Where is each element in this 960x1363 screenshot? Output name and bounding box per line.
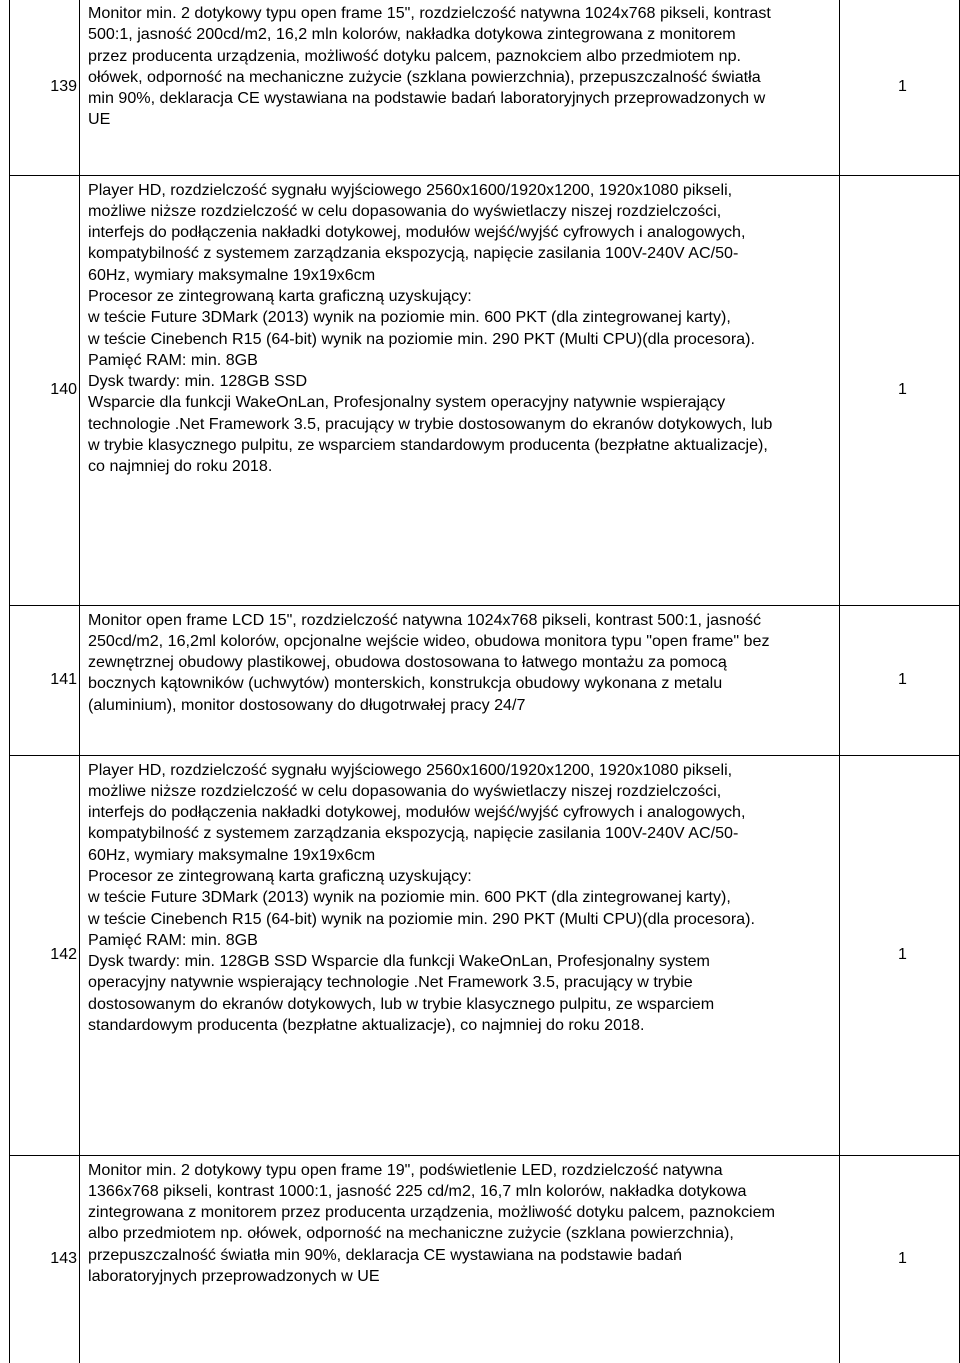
description-line: w teście Cinebench R15 (64-bit) wynik na poziomie min. 290 PKT (Multi CPU)(dla procesora). xyxy=(88,909,755,928)
description-line: przez producenta urządzenia, możliwość dotyku palcem, paznokciem albo przedmiotem np. xyxy=(88,46,742,65)
description-line: Procesor ze zintegrowaną karta graficzną uzyskujący: xyxy=(88,286,472,305)
description-line: Monitor min. 2 dotykowy typu open frame 15", rozdzielczość natywna 1024x768 pikseli, kontrast xyxy=(88,4,771,22)
description-line: możliwe niższe rozdzielczość w celu dopasowania do wyświetlaczy niszej rozdzielczości, xyxy=(88,201,722,220)
description-line: albo przedmiotem np. ołówek, odporność na mechaniczne zużycie (szklana powierzchnia), xyxy=(88,1224,734,1243)
description-line: Player HD, rozdzielczość sygnału wyjściowego 2560x1600/1920x1200, 1920x1080 pikseli, xyxy=(88,180,733,199)
description-line: Pamięć RAM: min. 8GB xyxy=(88,930,258,949)
row-number: 140 xyxy=(10,175,80,605)
description-line: (aluminium), monitor dostosowany do długotrwałej pracy 24/7 xyxy=(88,695,526,714)
row-quantity: 1 xyxy=(840,1155,960,1363)
description-line: dostosowanym do ekranów dotykowych, lub w trybie klasycznego pulpitu, ze wsparciem xyxy=(88,994,715,1013)
description-line: kompatybilność z systemem zarządzania ekspozycją, napięcie zasilania 100V-240V AC/50- xyxy=(88,824,739,843)
description-line: operacyjny natywnie wspierający technologie .Net Framework 3.5, pracujący w trybie xyxy=(88,973,693,992)
description-line: Dysk twardy: min. 128GB SSD xyxy=(88,372,308,391)
specification-table xyxy=(9,0,960,1363)
description-line: zewnętrznej obudowy plastikowej, obudowa dostosowana to łatwego montażu za pomocą xyxy=(88,653,727,672)
description-line: kompatybilność z systemem zarządzania ekspozycją, napięcie zasilania 100V-240V AC/50- xyxy=(88,244,739,263)
description-line: bocznych kątowników (uchwytów) monterskich, konstrukcja obudowy wykonana z metalu xyxy=(88,674,723,693)
row-quantity: 1 xyxy=(840,0,960,175)
row-description xyxy=(80,1155,840,1363)
description-line: przepuszczalność światła min 90%, deklaracja CE wystawiana na podstawie badań xyxy=(88,1245,682,1264)
description-line: 1366x768 pikseli, kontrast 1000:1, jasność 225 cd/m2, 16,7 mln kolorów, nakładka dotykowa xyxy=(88,1181,747,1200)
table-row xyxy=(10,755,960,1155)
description-line: zintegrowana z monitorem przez producenta urządzenia, możliwość dotyku palcem, paznokciem xyxy=(88,1203,775,1222)
table-body xyxy=(10,0,960,1363)
description-line: 60Hz, wymiary maksymalne 19x19x6cm xyxy=(88,265,376,284)
row-number: 141 xyxy=(10,605,80,755)
description-line: 500:1, jasność 200cd/m2, 16,2 mln kolorów, nakładka dotykowa zintegrowana z monitorem xyxy=(88,25,736,44)
description-line: laboratoryjnych przeprowadzonych w UE xyxy=(88,1266,380,1285)
description-line: możliwe niższe rozdzielczość w celu dopasowania do wyświetlaczy niszej rozdzielczości, xyxy=(88,781,722,800)
description-line: 250cd/m2, 16,2ml kolorów, opcjonalne wejście wideo, obudowa monitora typu "open frame" bez xyxy=(88,631,770,650)
row-number: 142 xyxy=(10,755,80,1155)
table-row xyxy=(10,0,960,175)
description-line: technologie .Net Framework 3.5, pracujący w trybie dostosowanym do ekranów dotykowych, lub xyxy=(88,414,773,433)
description-line: interfejs do podłączenia nakładki dotykowej, modułów wejść/wyjść cyfrowych i analogowych, xyxy=(88,223,746,242)
description-line: Monitor open frame LCD 15", rozdzielczość natywna 1024x768 pikseli, kontrast 500:1, jasność xyxy=(88,610,762,629)
row-number: 143 xyxy=(10,1155,80,1363)
table-row xyxy=(10,1155,960,1363)
description-line: UE xyxy=(88,110,111,129)
description-line: Monitor min. 2 dotykowy typu open frame 19", podświetlenie LED, rozdzielczość natywna xyxy=(88,1160,723,1179)
description-line: Wsparcie dla funkcji WakeOnLan, Profesjonalny system operacyjny natywnie wspierający xyxy=(88,393,726,412)
row-quantity: 1 xyxy=(840,175,960,605)
description-line: standardowym producenta (bezpłatne aktualizacje), co najmniej do roku 2018. xyxy=(88,1016,645,1035)
description-line: w trybie klasycznego pulpitu, ze wsparciem standardowym producenta (bezpłatne aktualizacje), xyxy=(88,436,768,455)
description-line: Procesor ze zintegrowaną karta graficzną uzyskujący: xyxy=(88,866,472,885)
row-description xyxy=(80,0,840,175)
row-quantity: 1 xyxy=(840,755,960,1155)
description-line: interfejs do podłączenia nakładki dotykowej, modułów wejść/wyjść cyfrowych i analogowych, xyxy=(88,803,746,822)
description-line: ołówek, odporność na mechaniczne zużycie (szklana powierzchnia), przepuszczalność światła xyxy=(88,67,761,86)
description-line: 60Hz, wymiary maksymalne 19x19x6cm xyxy=(88,845,376,864)
description-line: co najmniej do roku 2018. xyxy=(88,457,273,476)
description-line: w teście Cinebench R15 (64-bit) wynik na poziomie min. 290 PKT (Multi CPU)(dla procesora). xyxy=(88,329,755,348)
row-quantity: 1 xyxy=(840,605,960,755)
description-line: w teście Future 3DMark (2013) wynik na poziomie min. 600 PKT (dla zintegrowanej karty), xyxy=(88,888,731,907)
description-line: Pamięć RAM: min. 8GB xyxy=(88,350,258,369)
description-line: min 90%, deklaracja CE wystawiana na podstawie badań laboratoryjnych przeprowadzonych w xyxy=(88,89,766,108)
table-row xyxy=(10,175,960,605)
table-row xyxy=(10,605,960,755)
description-line: w teście Future 3DMark (2013) wynik na poziomie min. 600 PKT (dla zintegrowanej karty), xyxy=(88,308,731,327)
row-description xyxy=(80,175,840,605)
description-line: Dysk twardy: min. 128GB SSD Wsparcie dla funkcji WakeOnLan, Profesjonalny system xyxy=(88,952,710,971)
description-line: Player HD, rozdzielczość sygnału wyjściowego 2560x1600/1920x1200, 1920x1080 pikseli, xyxy=(88,760,733,779)
row-description xyxy=(80,605,840,755)
row-description xyxy=(80,755,840,1155)
row-number: 139 xyxy=(10,0,80,175)
